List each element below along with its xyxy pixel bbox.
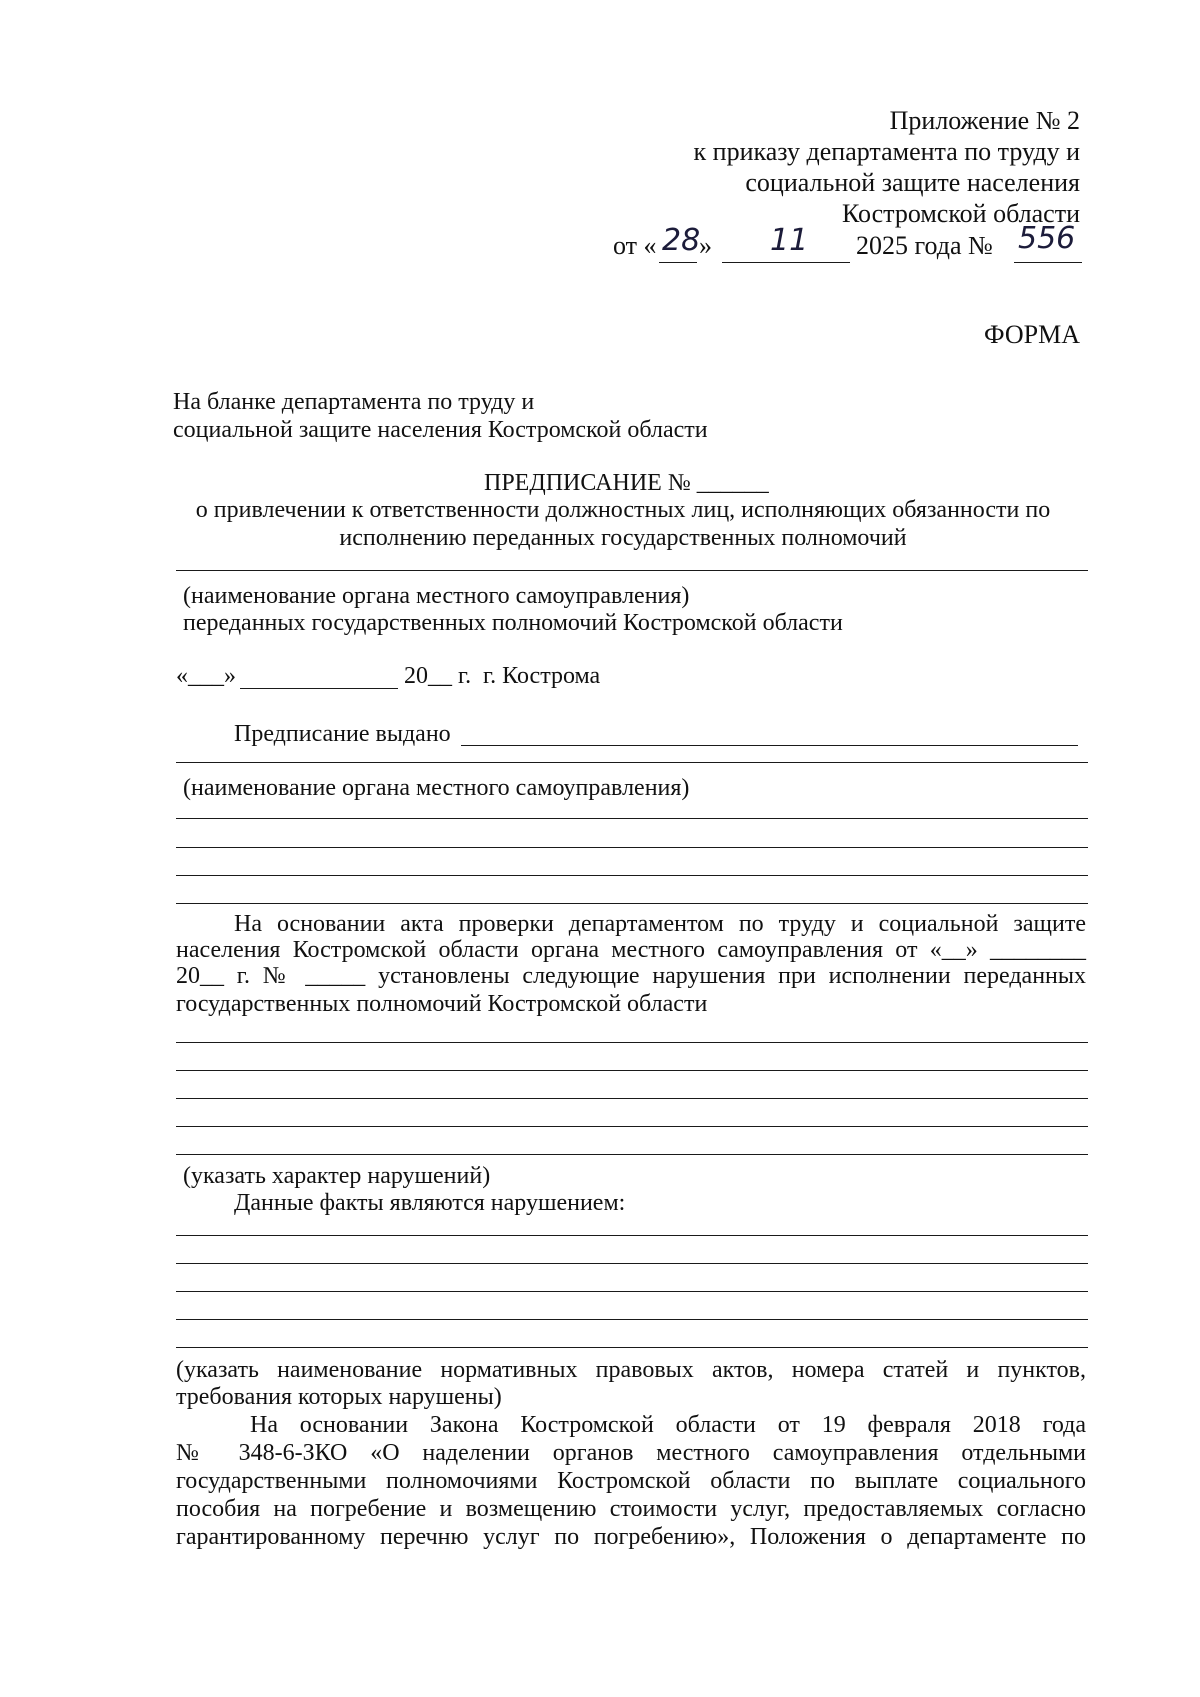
number-underline (1014, 262, 1082, 263)
letterhead-line-2: социальной защите населения Костромской области (173, 417, 708, 443)
basis-line-1: На основании акта проверки департаментом по труду и социальной защите (234, 911, 1086, 937)
caption-violations: (указать характер нарушений) (183, 1163, 491, 1189)
title-sub-1: о привлечении к ответственности должностных лиц, исполняющих обязанности по (195, 497, 1051, 523)
issued-to-line (461, 745, 1078, 746)
order-number-handwritten: 556 (1018, 221, 1076, 256)
violations-line-3 (176, 1098, 1088, 1099)
blank-line-4 (176, 903, 1088, 904)
form-label: ФОРМА (984, 320, 1080, 349)
blank-line-3 (176, 875, 1088, 876)
city: г. Кострома (483, 663, 601, 689)
header-line-1: к приказу департамента по труду и (693, 137, 1080, 166)
authority-name-line (176, 570, 1088, 571)
caption-acts-2: требования которых нарушены) (176, 1384, 502, 1410)
blank-line-1 (176, 818, 1088, 819)
blank-line-2 (176, 847, 1088, 848)
date-open: «___» (176, 663, 236, 689)
header-line-3: Костромской области (841, 199, 1080, 228)
day-underline (659, 262, 697, 263)
appendix-label: Приложение № 2 (889, 106, 1080, 135)
law-line-4: пособия на погребение и возмещению стоимости услуг, предоставляемых согласно (176, 1496, 1086, 1522)
facts-line-3 (176, 1291, 1088, 1292)
violations-line-1 (176, 1042, 1088, 1043)
date-month-line (240, 688, 398, 689)
caption-authority-1: (наименование органа местного самоуправления) (183, 583, 690, 609)
header-line-2: социальной защите населения (745, 168, 1080, 197)
order-date-mid: » (699, 231, 712, 260)
violations-line-5 (176, 1154, 1088, 1155)
order-month-handwritten: 11 (770, 223, 809, 258)
basis-line-4: государственных полномочий Костромской области (176, 991, 708, 1017)
law-line-5: гарантированному перечню услуг по погребению», Положения о департаменте по (176, 1524, 1086, 1550)
law-line-3: государственными полномочиями Костромской области по выплате социального (176, 1468, 1086, 1494)
facts-line-5 (176, 1347, 1088, 1348)
facts-label: Данные факты являются нарушением: (234, 1190, 626, 1216)
order-date-prefix: от « (613, 231, 657, 260)
law-line-2: № 348-6-ЗКО «О наделении органов местного самоуправления отдельными (176, 1440, 1086, 1466)
basis-line-3: 20__ г. № _____ установлены следующие нарушения при исполнении переданных (176, 963, 1086, 989)
facts-line-1 (176, 1235, 1088, 1236)
facts-line-4 (176, 1319, 1088, 1320)
date-year: 20__ г. (404, 663, 472, 689)
caption-authority-2: (наименование органа местного самоуправления) (183, 775, 690, 801)
document-title: ПРЕДПИСАНИЕ № ______ (484, 470, 769, 496)
issued-to-line-2 (176, 762, 1088, 763)
caption-acts-1: (указать наименование нормативных правовых актов, номера статей и пунктов, (176, 1357, 1086, 1383)
month-underline (722, 262, 850, 263)
violations-line-2 (176, 1070, 1088, 1071)
order-year-text: 2025 года № (856, 231, 993, 260)
facts-line-2 (176, 1263, 1088, 1264)
caption-authority-1b: переданных государственных полномочий Костромской области (183, 610, 843, 636)
letterhead-line-1: На бланке департамента по труду и (173, 389, 535, 415)
issued-to-label: Предписание выдано (234, 721, 451, 747)
basis-line-2: населения Костромской области органа местного самоуправления от «__» ________ (176, 937, 1086, 963)
order-day-handwritten: 28 (662, 223, 701, 258)
violations-line-4 (176, 1126, 1088, 1127)
title-sub-2: исполнению переданных государственных полномочий (339, 525, 907, 551)
law-line-1: На основании Закона Костромской области от 19 февраля 2018 года (250, 1412, 1086, 1438)
